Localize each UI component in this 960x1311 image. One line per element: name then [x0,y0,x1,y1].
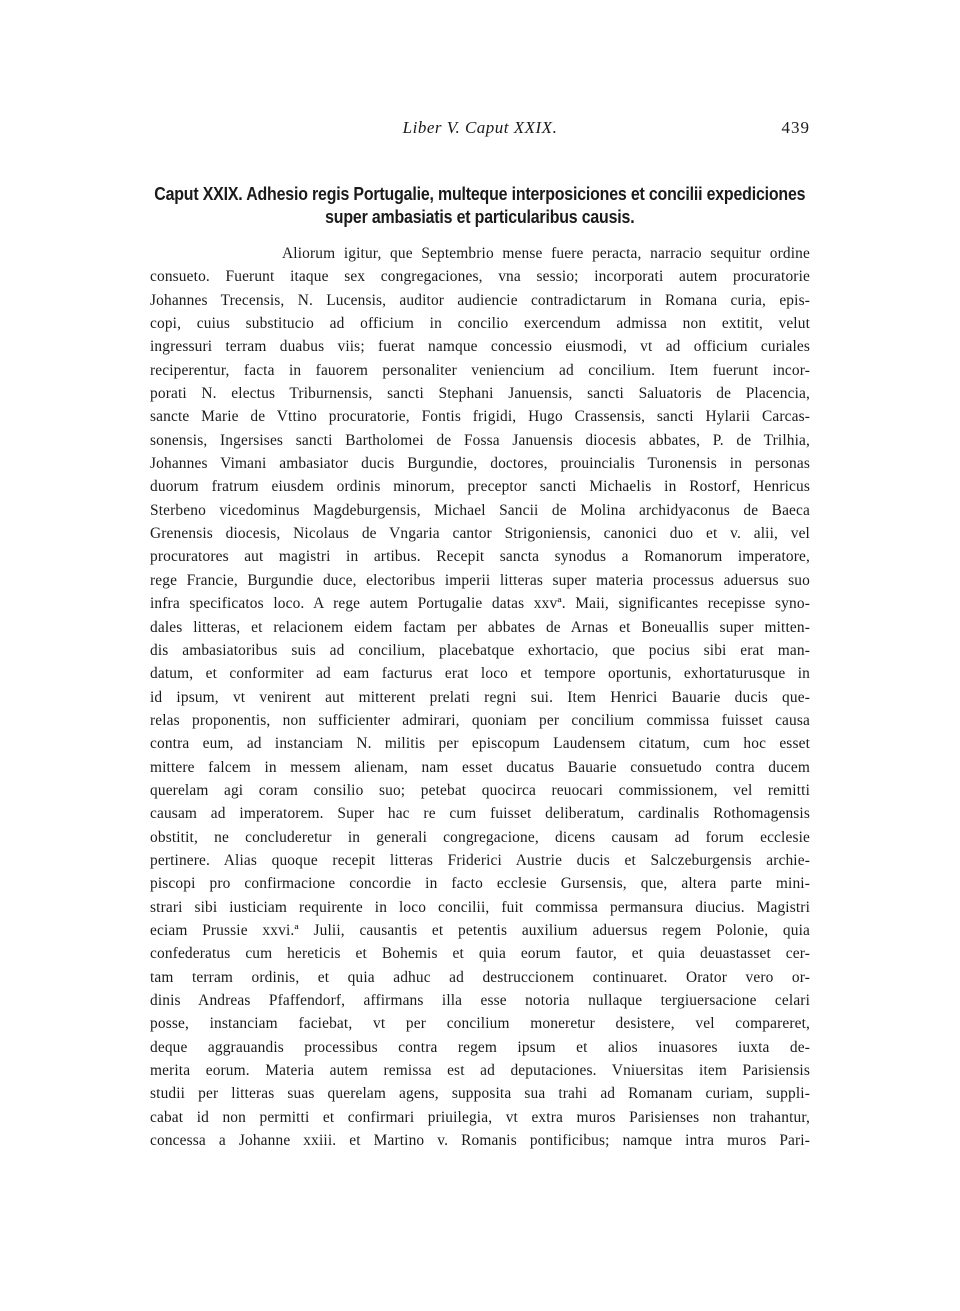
text-line: confederatus cum hereticis et Bohemis et quia eorum fautor, et quia deuastasset cer- [150,945,810,963]
text-line: querelam agi coram consilio suo; petebat quocirca reuocari commissionem, vel remitti [150,781,810,799]
text-line: eciam Prussie xxvi.ª Julii, causantis et petentis auxilium aduersus regem Polonie, quia [150,921,810,939]
body-text [150,242,810,1152]
text-line: Sterbeno vicedominus Magdeburgensis, Michael Sancii de Molina archidyaconus de Baeca [150,501,810,519]
text-line: consueto. Fuerunt itaque sex congregaciones, vna sessio; incorporati autem procuratorie [150,268,810,286]
text-line: Aliorum igitur, que Septembrio mense fuere peracta, narracio sequitur ordine [282,245,810,262]
chapter-heading-line-2: super ambasiatis et particularibus causis. [325,206,635,227]
text-line: relas proponentis, non sufficienter admirari, quoniam per concilium commissa fuisset causa [150,711,810,729]
text-line: piscopi pro confirmacione concordie in facto ecclesie Gursensis, que, altera parte mini- [150,875,810,893]
text-line: ingressuri terram duabus viis; fuerat namque concessio eiusmodi, vt ad officium curiales [150,338,810,356]
text-line: mittere falcem in messem alienam, nam esset ducatus Bauarie consuetudo contra ducem [150,758,810,776]
text-line: merita eorum. Materia autem remissa est ad deputaciones. Vniuersitas item Parisiensis [150,1062,810,1080]
page-number: 439 [781,118,810,137]
text-line: Johannes Trecensis, N. Lucensis, auditor audiencie contradictarum in Romana curia, epis- [150,291,810,309]
text-line: reciperentur, facta in fauorem personaliter veniencium ad concilium. Item fuerunt incor- [150,361,810,379]
chapter-heading-line-1: Caput XXIX. Adhesio regis Portugalie, multeque interposiciones et concilii expediciones [154,183,806,204]
text-line: rege Francie, Burgundie duce, electoribus imperii litteras super materia processus aduersus suo [150,571,810,589]
text-line: copi, cuius substitucio ad officium in concilio exercendum admissa non extitit, velut [150,315,810,333]
text-line: infra specificatos loco. A rege autem Portugalie datas xxvª. Maii, significantes recepisse syno- [150,595,810,613]
text-line: dinis Andreas Pfaffendorf, affirmans illa esse notoria nullaque tergiuersacione celari [150,992,810,1009]
text-line: sancte Marie de Vttino procuratorie, Fontis frigidi, Hugo Crassensis, sancti Hylarii Carcas- [150,408,810,426]
text-line: Grenensis diocesis, Nicolaus de Vngaria cantor Strigoniensis, canonici duo et v. alii, vel [150,525,810,543]
text-line: sonensis, Ingersises sancti Bartholomei de Fossa Januensis diocesis abbates, P. de Trilhia, [150,431,810,449]
text-line: Johannes Vimani ambasiator ducis Burgundie, doctores, prouincialis Turonensis in personas [150,455,810,473]
text-line: studii per litteras suas querelam agens, supposita sua trahi ad Romanam curiam, suppli- [150,1085,810,1103]
text-line: datum, et conformiter ad eam facturus erat loco et tempore oportunis, exhortaturusque in [150,665,810,683]
text-line: dis ambasiatoribus suis ad concilium, placebatque exhortacio, que pocius sibi erat man- [150,641,810,659]
running-title: Liber V. Caput XXIX. [402,118,558,137]
chapter-heading [151,182,809,228]
text-line: duorum fratrum eiusdem ordinis minorum, preceptor sancti Michaelis in Rostorf, Henricus [150,478,810,496]
text-line: procuratores aut magistri in artibus. Recepit sancta synodus a Romanorum imperatore, [150,548,810,566]
text-line: obstitit, ne concluderetur in generali congregacione, dicens causam ad forum ecclesie [150,828,810,846]
text-line: concessa a Johanne xxiii. et Martino v. Romanis pontificibus; namque intra muros Pari- [150,1132,810,1150]
text-line: causam ad imperatorem. Super hac re cum fuisset deliberatum, cardinalis Rothomagensis [150,805,810,823]
text-line: deque aggrauandis processibus contra regem ipsum et alios inuasores iuxta de- [150,1038,810,1056]
running-head [150,118,810,144]
text-line: dales litteras, et relacionem eidem factam per abbates de Arnas et Boneuallis super mitten- [150,618,810,636]
text-line: contra eum, ad instanciam N. militis per episcopum Laudensem citatum, cum hoc esset [150,735,810,753]
text-line: pertinere. Alias quoque recepit litteras Friderici Austrie ducis et Salczeburgensis archie- [150,851,810,869]
text-line: cabat id non permitti et confirmari priuilegia, vt extra muros Parisienses non trahantur, [150,1108,810,1126]
text-line: posse, instanciam faciebat, vt per concilium moneretur desistere, vel compareret, [150,1015,810,1033]
text-line: strari sibi iusticiam requirente in loco concilii, fuit commissa permansura diucius. Magistri [150,898,810,916]
book-page [150,118,810,1152]
text-line: porati N. electus Triburnensis, sancti Stephani Januensis, sancti Saluatoris de Placencia, [150,385,810,403]
text-line: tam terram ordinis, et quia adhuc ad destruccionem continuaret. Orator vero or- [150,968,810,986]
text-line: id ipsum, vt venirent aut mitterent prelati regni sui. Item Henrici Bauarie ducis que- [150,688,810,706]
